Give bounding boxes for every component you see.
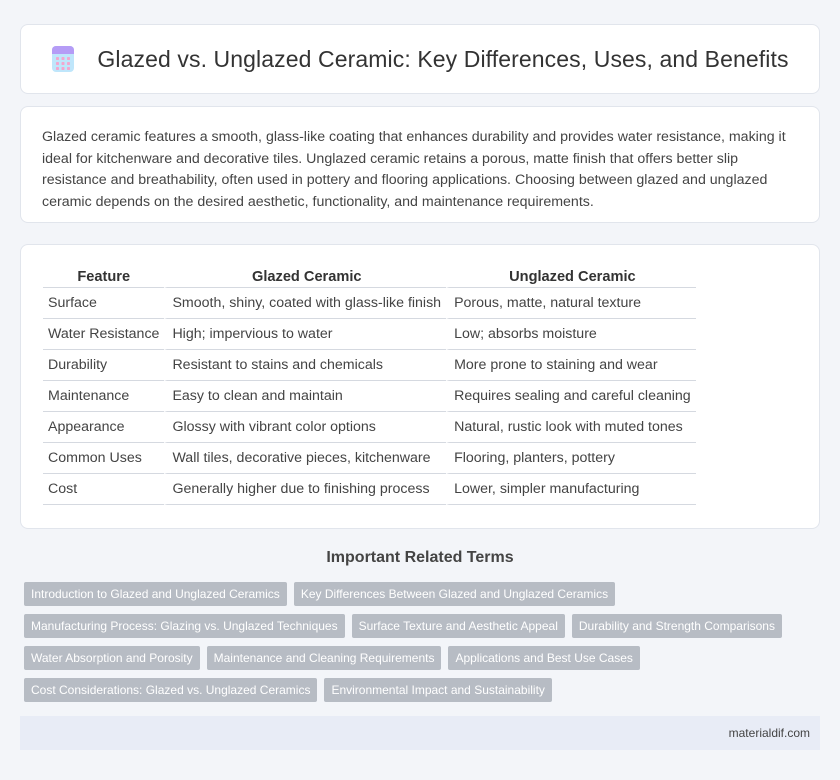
intro-card [20, 106, 820, 223]
related-term-tag[interactable]: Cost Considerations: Glazed vs. Unglazed Ceramics [24, 678, 317, 702]
page-title: Glazed vs. Unglazed Ceramic: Key Differences, Uses, and Benefits [97, 45, 789, 72]
related-term-tag[interactable]: Maintenance and Cleaning Requirements [207, 646, 442, 670]
table-row [43, 443, 696, 474]
table-cell: Natural, rustic look with muted tones [446, 412, 696, 443]
header [51, 45, 788, 73]
table-cell: Durability [43, 350, 164, 381]
table-cell: Smooth, shiny, coated with glass-like finish [164, 288, 446, 319]
tag-row [24, 646, 804, 670]
table-cell: High; impervious to water [164, 319, 446, 350]
comparison-table [43, 267, 696, 505]
table-row [43, 288, 696, 319]
table-row [43, 350, 696, 381]
table-cell: Requires sealing and careful cleaning [446, 381, 696, 412]
table-cell: Generally higher due to finishing process [164, 474, 446, 505]
related-term-tag[interactable]: Water Absorption and Porosity [24, 646, 200, 670]
calculator-icon [51, 45, 75, 73]
table-row [43, 412, 696, 443]
header-card [20, 24, 820, 94]
table-cell: Cost [43, 474, 164, 505]
table-cell: Flooring, planters, pottery [446, 443, 696, 474]
table-cell: Common Uses [43, 443, 164, 474]
table-row [43, 381, 696, 412]
tag-row [24, 582, 804, 606]
table-cell: Low; absorbs moisture [446, 319, 696, 350]
column-header-feature: Feature [43, 267, 164, 288]
table-cell: Surface [43, 288, 164, 319]
related-term-tag[interactable]: Environmental Impact and Sustainability [324, 678, 551, 702]
related-term-tag[interactable]: Durability and Strength Comparisons [572, 614, 782, 638]
related-term-tag[interactable]: Surface Texture and Aesthetic Appeal [352, 614, 565, 638]
table-cell: Resistant to stains and chemicals [164, 350, 446, 381]
column-header-unglazed: Unglazed Ceramic [446, 267, 696, 288]
table-cell: Glossy with vibrant color options [164, 412, 446, 443]
comparison-table-card [20, 244, 820, 529]
table-cell: Appearance [43, 412, 164, 443]
related-term-tag[interactable]: Applications and Best Use Cases [448, 646, 639, 670]
table-row [43, 474, 696, 505]
table-cell: Porous, matte, natural texture [446, 288, 696, 319]
table-cell: Lower, simpler manufacturing [446, 474, 696, 505]
tag-row [24, 614, 804, 638]
intro-paragraph: Glazed ceramic features a smooth, glass-like coating that enhances durability and provides water resistance, making it ideal for kitchenware and decorative tiles. Unglazed ceramic retains a porous, matte finish that offers better slip resistance and breathability, often used in pottery and flooring applications. Choosing between glazed and unglazed ceramic depends on the desired aesthetic, functionality, and maintenance requirements. [42, 129, 786, 210]
table-row [43, 319, 696, 350]
table-cell: Water Resistance [43, 319, 164, 350]
table-cell: Maintenance [43, 381, 164, 412]
table-header-row [43, 267, 696, 288]
related-terms-title: Important Related Terms [326, 549, 514, 566]
column-header-glazed: Glazed Ceramic [164, 267, 446, 288]
related-term-tag[interactable]: Key Differences Between Glazed and Unglazed Ceramics [294, 582, 615, 606]
related-terms-tags [24, 582, 804, 710]
table-cell: Wall tiles, decorative pieces, kitchenware [164, 443, 446, 474]
related-term-tag[interactable]: Manufacturing Process: Glazing vs. Unglazed Techniques [24, 614, 345, 638]
table-cell: More prone to staining and wear [446, 350, 696, 381]
tag-row [24, 678, 804, 702]
site-name[interactable]: materialdif.com [728, 726, 810, 740]
footer [20, 716, 820, 750]
table-cell: Easy to clean and maintain [164, 381, 446, 412]
related-term-tag[interactable]: Introduction to Glazed and Unglazed Ceramics [24, 582, 287, 606]
